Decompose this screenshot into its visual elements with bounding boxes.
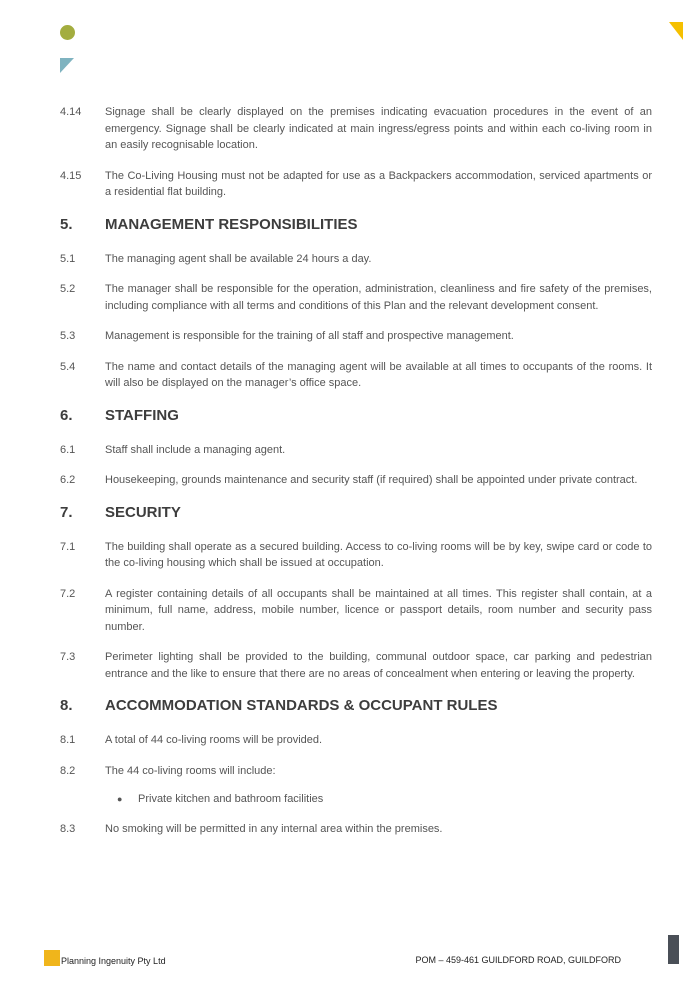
section-heading-8: 8. ACCOMMODATION STANDARDS & OCCUPANT RULES — [60, 697, 498, 714]
clause-8-3: 8.3 No smoking will be permitted in any internal area within the premises. — [60, 823, 443, 835]
clause-7-3: 7.3 Perimeter lighting shall be provided to the building, communal outdoor space, car parking and pedestrian entrance and the like to ensure that there are no areas of concealment when entering or leaving the property. — [60, 651, 652, 680]
clause-8-1: 8.1 A total of 44 co-living rooms will be provided. — [60, 734, 323, 746]
footer-company: Planning Ingenuity Pty Ltd — [44, 950, 166, 966]
clause-6-1: 6.1 Staff shall include a managing agent. — [60, 443, 286, 456]
clause-number: 4.14 — [60, 106, 82, 118]
clause-7-2: 7.2 A register containing details of all occupants shall be maintained at all times. This register shall contain, at a minimum, full name, address, mobile number, licence or passport details, room number and security pass number. — [60, 587, 652, 633]
clause-5-2: 5.2 The manager shall be responsible for the operation, administration, cleanliness and fire safety of the premises, including compliance with all terms and conditions of this Plan and the relevant development consent. — [60, 283, 652, 312]
clause-number: 4.15 — [60, 169, 82, 182]
clause-6-2: 6.2 Housekeeping, grounds maintenance and security staff (if required) shall be appointed under private contract. — [60, 474, 638, 486]
document-body — [60, 104, 652, 852]
section-heading-6: 6. STAFFING — [60, 406, 179, 424]
clause-5-4: 5.4 The name and contact details of the managing agent will be available at all times to occupants of the rooms. It will also be displayed on the manager’s office space. — [60, 360, 652, 389]
clause-4-14 — [60, 104, 652, 154]
clause-5-1: 5.1 The managing agent shall be available 24 hours a day. — [60, 252, 372, 265]
clause-text: The Co-Living Housing must not be adapted for use as a Backpackers accommodation, serviced apartments or a residential flat building. — [105, 169, 652, 198]
section-heading-7: 7. SECURITY — [60, 503, 181, 521]
footer-address: POM – 459-461 GUILDFORD ROAD, GUILDFORD — [415, 955, 621, 965]
clause-7-1: 7.1 The building shall operate as a secured building. Access to co-living rooms will be by key, swipe card or code to the co-living housing which shall be issued at occupation. — [60, 540, 652, 569]
section-heading-5: 5. MANAGEMENT RESPONSIBILITIES — [60, 215, 358, 233]
logo-dot-icon — [60, 25, 75, 40]
clause-text: Signage shall be clearly displayed on the premises indicating evacuation procedures in the event of an emergency. Signage shall be clearly indicated at main ingress/egress points and within each co-living room in an easily recognisable location. — [105, 106, 652, 151]
bullet-dot-icon: ● — [117, 794, 123, 804]
bullet-item: ● Private kitchen and bathroom facilities — [117, 793, 324, 805]
clause-8-2: 8.2 The 44 co-living rooms will include: — [60, 764, 276, 777]
footer-logo-square-icon — [44, 950, 60, 966]
footer-bar-icon — [668, 935, 679, 964]
logo-triangle-icon — [60, 58, 74, 73]
corner-mark-icon — [669, 22, 683, 40]
clause-4-15 — [60, 168, 652, 201]
clause-5-3: 5.3 Management is responsible for the training of all staff and prospective management. — [60, 330, 514, 342]
